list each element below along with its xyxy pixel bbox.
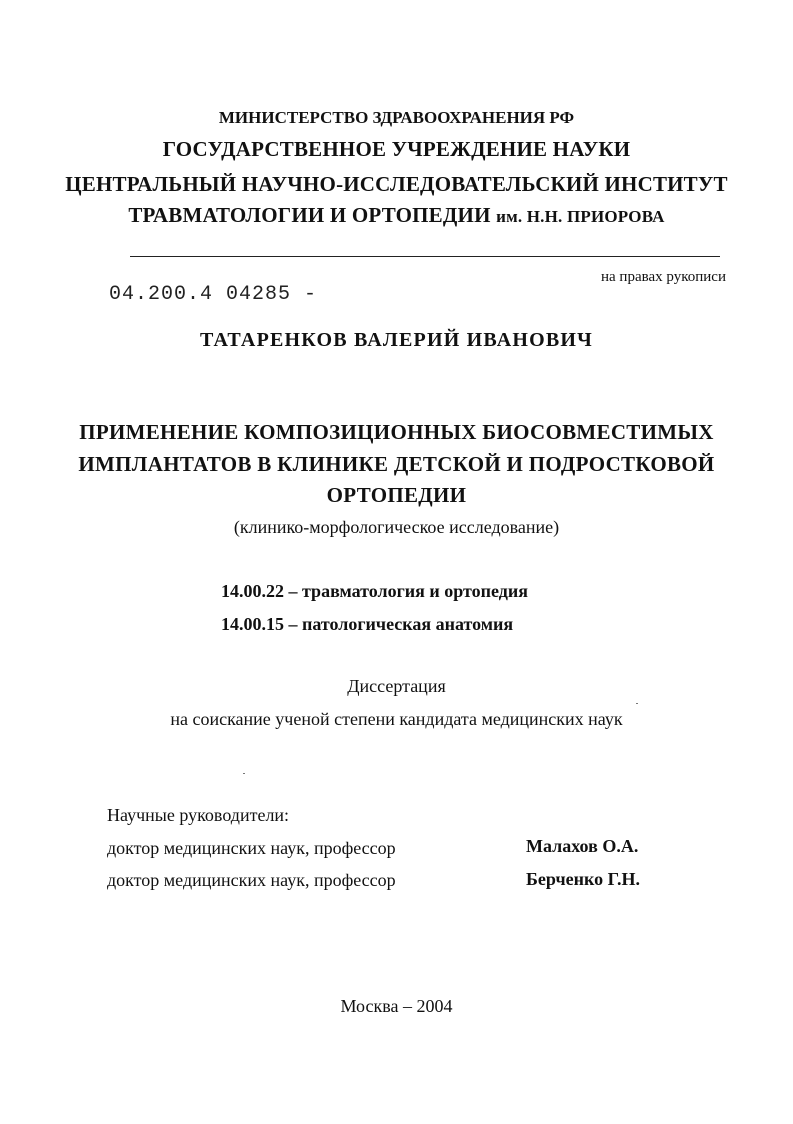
scan-speck: [636, 703, 638, 704]
supervisor-1-name: Малахов О.А.: [526, 836, 639, 856]
header-divider: [130, 256, 720, 257]
title-line-2: ИМПЛАНТАТОВ В КЛИНИКЕ ДЕТСКОЙ И ПОДРОСТКОВОЙ: [78, 452, 715, 476]
institution-line-1: ГОСУДАРСТВЕННОЕ УЧРЕЖДЕНИЕ НАУКИ: [162, 137, 631, 161]
institution-line-3: [0, 203, 793, 228]
supervisor-2-role: доктор медицинских наук, профессор: [107, 870, 396, 890]
supervisor-2-name: Берченко Г.Н.: [526, 869, 641, 889]
stamp-number: 04.200.4 04285 -: [109, 283, 318, 306]
scan-speck: [243, 773, 245, 774]
title-subtitle: (клинико-морфологическое исследование): [233, 517, 560, 537]
institution-line-2: ЦЕНТРАЛЬНЫЙ НАУЧНО-ИССЛЕДОВАТЕЛЬСКИЙ ИНСТИТУТ: [65, 172, 728, 196]
dissertation-label: Диссертация: [347, 676, 446, 696]
institution-line-3-main: ТРАВМАТОЛОГИИ И ОРТОПЕДИИ: [128, 203, 491, 227]
supervisors-label: Научные руководители:: [107, 805, 290, 825]
supervisor-1-role: доктор медицинских наук, профессор: [107, 838, 396, 858]
specialty-1: 14.00.22 – травматология и ортопедия: [221, 581, 528, 601]
specialty-2: 14.00.15 – патологическая анатомия: [221, 614, 514, 634]
institution-line-3-tail: им. Н.Н. ПРИОРОВА: [496, 207, 665, 226]
city-year-footer: Москва – 2004: [340, 996, 453, 1016]
title-line-1: ПРИМЕНЕНИЕ КОМПОЗИЦИОННЫХ БИОСОВМЕСТИМЫХ: [79, 420, 714, 444]
ministry-heading: МИНИСТЕРСТВО ЗДРАВООХРАНЕНИЯ РФ: [218, 108, 575, 127]
author-name: ТАТАРЕНКОВ ВАЛЕРИЙ ИВАНОВИЧ: [199, 329, 594, 351]
manuscript-rights-note: на правах рукописи: [601, 269, 726, 285]
title-line-3: ОРТОПЕДИИ: [326, 483, 467, 507]
dissertation-purpose: на соискание ученой степени кандидата медицинских наук: [170, 709, 623, 729]
